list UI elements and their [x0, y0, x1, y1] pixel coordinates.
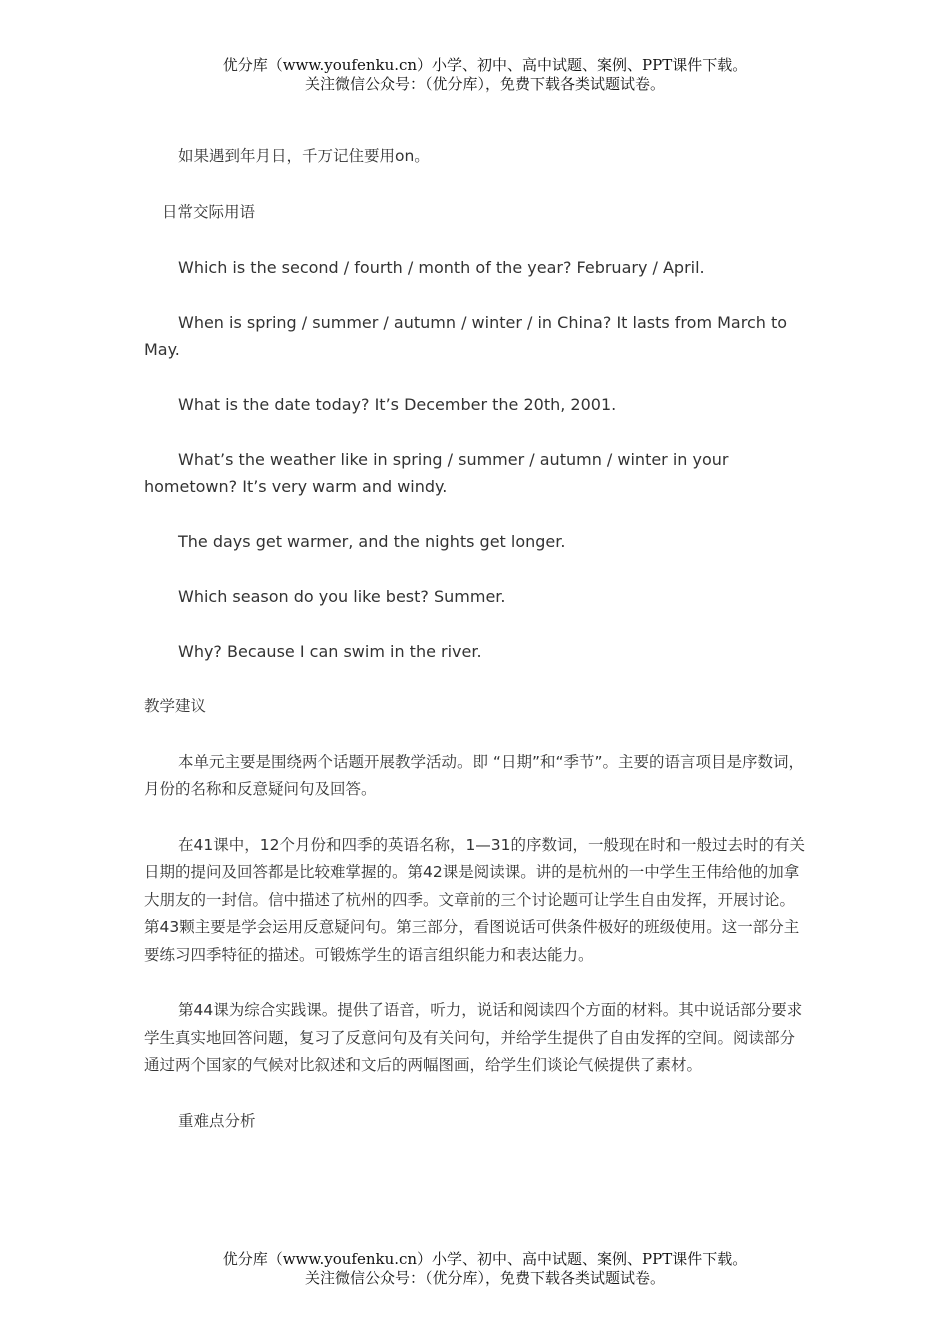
paragraph-expression-3: What is the date today? It’s December the 20th, 2001.: [178, 395, 617, 414]
section-heading-teaching-suggestions: 教学建议: [144, 697, 207, 715]
section-heading-key-difficulties: 重难点分析: [178, 1111, 256, 1130]
footer-line-2: 关注微信公众号：（优分库），免费下载各类试题试卷。: [304, 1269, 665, 1287]
header-line-2: 关注微信公众号：（优分库），免费下载各类试题试卷。: [304, 75, 665, 93]
paragraph-expression-5: The days get warmer, and the nights get longer.: [178, 532, 566, 551]
paragraph-lessons-41-43: 在41课中，12个月份和四季的英语名称，1—31的序数词，一般现在时和一般过去时的有关日期的提问及回答都是比较难掌握的。第42课是阅读课。讲的是杭州的一中学生王伟给他的加拿大朋友的一封信。信中描述了杭州的四季。文章前的三个讨论题可让学生自由发挥，开展讨论。第43颗主要是学会运用反意疑问句。第三部分，看图说话可供条件极好的班级使用。这一部分主要练习四季特征的描述。可锻炼学生的语言组织能力和表达能力。: [144, 835, 806, 964]
header-line-1: 优分库（www.youfenku.cn）小学、初中、高中试题、案例、PPT课件下载。: [222, 56, 748, 74]
paragraph-unit-overview: 本单元主要是围绕两个话题开展教学活动。即 “日期”和“季节”。主要的语言项目是序数词，月份的名称和反意疑问句及回答。: [144, 752, 805, 798]
page-footer: [0, 1250, 950, 1288]
section-heading-daily-expressions: 日常交际用语: [162, 202, 256, 221]
document-body: [144, 143, 806, 1163]
paragraph-expression-1: Which is the second / fourth / month of the year? February / April.: [178, 258, 705, 277]
paragraph-expression-2: When is spring / summer / autumn / winter / in China? It lasts from March to May.: [144, 313, 788, 359]
footer-line-1: 优分库（www.youfenku.cn）小学、初中、高中试题、案例、PPT课件下载。: [222, 1250, 748, 1268]
paragraph-expression-6: Which season do you like best? Summer.: [178, 587, 506, 606]
paragraph-expression-4: What’s the weather like in spring / summer / autumn / winter in your hometown? It’s very warm and windy.: [144, 450, 729, 496]
paragraph-lesson-44: 第44课为综合实践课。提供了语音，听力，说话和阅读四个方面的材料。其中说话部分要求学生真实地回答问题，复习了反意问句及有关问句，并给学生提供了自由发挥的空间。阅读部分通过两个国家的气候对比叙述和文后的两幅图画，给学生们谈论气候提供了素材。: [144, 1001, 803, 1074]
paragraph-on-note: 如果遇到年月日，千万记住要用on。: [178, 147, 430, 165]
paragraph-expression-7: Why? Because I can swim in the river.: [178, 642, 482, 661]
page-header: [0, 56, 950, 94]
